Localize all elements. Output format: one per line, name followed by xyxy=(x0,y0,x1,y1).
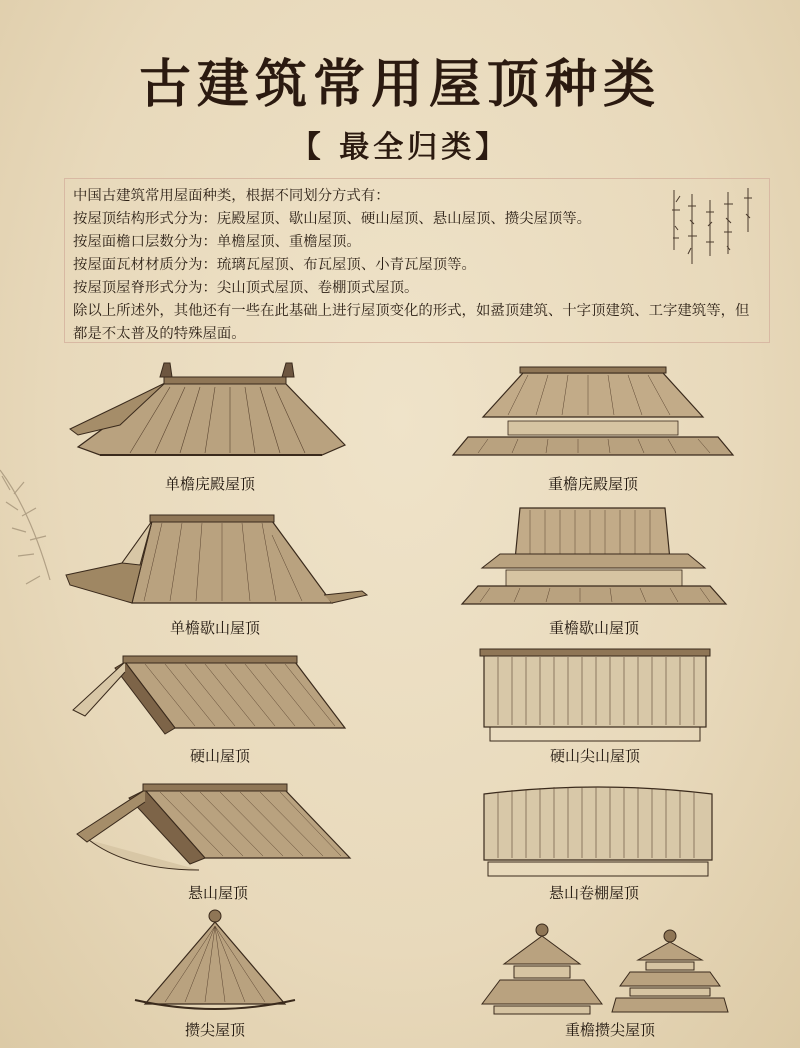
roof-caption: 攒尖屋顶 xyxy=(184,1021,245,1039)
page-title: 古建筑常用屋顶种类 xyxy=(138,54,661,115)
calligraphy-decoration xyxy=(666,186,764,286)
intro-paragraph: 除以上所述外，其他还有一些在此基础上进行屋顶变化的形式，如盝顶建筑、十字顶建筑、工字建筑等，但都是不太普及的特殊屋面。 xyxy=(73,303,750,342)
gable-hip-roof-single-eave-illustration xyxy=(62,505,372,615)
pyramidal-roof-double-eave-illustration xyxy=(480,922,730,1018)
pyramidal-roof-illustration xyxy=(135,908,295,1014)
overhanging-gable-roof-illustration xyxy=(75,780,355,880)
roof-caption: 硬山尖山屋顶 xyxy=(549,747,640,765)
roof-caption: 悬山卷棚屋顶 xyxy=(548,884,639,902)
page-subtitle: 【 最全归类】 xyxy=(290,130,510,165)
roof-caption: 单檐庑殿屋顶 xyxy=(164,475,255,493)
roof-caption: 硬山屋顶 xyxy=(189,747,250,765)
intro-line: 按屋面瓦材材质分为：琉璃瓦屋顶、布瓦屋顶、小青瓦屋顶等。 xyxy=(73,257,476,273)
overhanging-rolled-roof-illustration xyxy=(478,782,718,880)
branch-decoration xyxy=(0,440,70,640)
gable-hip-roof-double-eave-illustration xyxy=(460,498,728,616)
roof-caption: 重檐攒尖屋顶 xyxy=(564,1021,655,1039)
intro-line: 按屋顶屋脊形式分为：尖山顶式屋顶、卷棚顶式屋顶。 xyxy=(73,280,419,296)
roof-caption: 悬山屋顶 xyxy=(187,884,248,902)
roof-caption: 单檐歇山屋顶 xyxy=(169,619,260,637)
roof-caption: 重檐歇山屋顶 xyxy=(548,619,639,637)
intro-box xyxy=(64,178,770,343)
hip-roof-double-eave-illustration xyxy=(448,355,738,467)
hip-roof-single-eave-illustration xyxy=(60,355,350,470)
flush-gable-pointed-roof-illustration xyxy=(480,645,710,745)
intro-line: 按屋面檐口层数分为：单檐屋顶、重檐屋顶。 xyxy=(73,234,361,250)
flush-gable-roof-illustration xyxy=(65,642,350,742)
intro-line: 按屋顶结构形式分为：庑殿屋顶、歇山屋顶、硬山屋顶、悬山屋顶、攒尖屋顶等。 xyxy=(73,211,592,227)
intro-line: 中国古建筑常用屋面种类，根据不同划分方式有： xyxy=(73,188,390,204)
roof-caption: 重檐庑殿屋顶 xyxy=(547,475,638,493)
